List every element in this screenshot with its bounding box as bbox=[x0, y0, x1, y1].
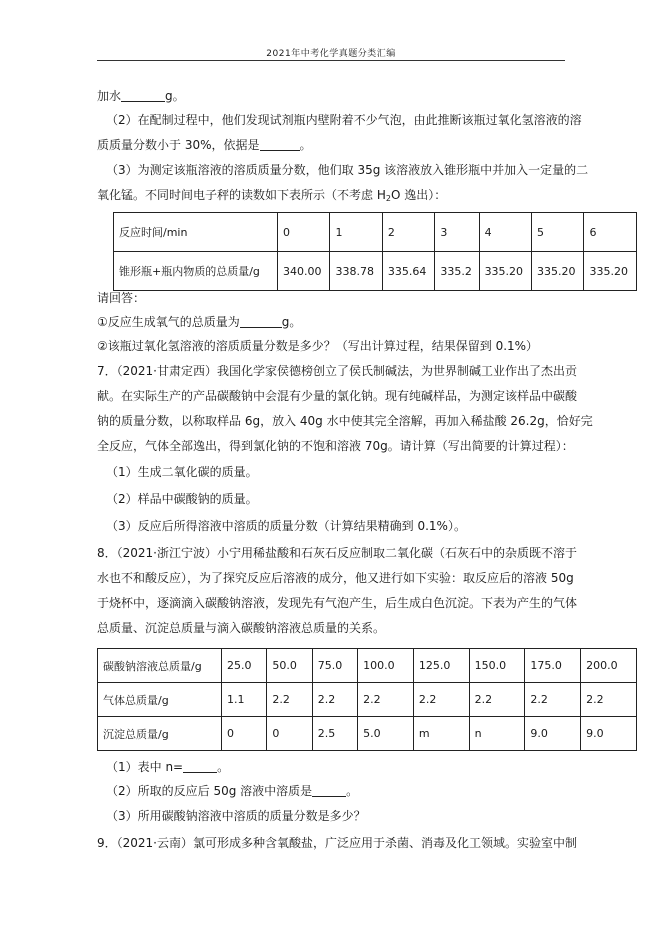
table-cell: 6 bbox=[584, 213, 637, 252]
table-cell: 50.0 bbox=[267, 649, 312, 683]
table-cell: 反应时间/min bbox=[114, 213, 278, 252]
answer-blank bbox=[260, 138, 300, 151]
text-line bbox=[97, 314, 301, 330]
text-fragment: 质质量分数小于 30%，依据是 bbox=[97, 138, 260, 152]
text-line: 8．（2021·浙江宁波）小宁用稀盐酸和石灰石反应制取二氧化碳（石灰石中的杂质既不溶于 bbox=[97, 546, 577, 560]
table-cell: 2.2 bbox=[267, 683, 312, 717]
table-cell: 2.2 bbox=[581, 683, 637, 717]
table-cell: 200.0 bbox=[581, 649, 637, 683]
table-cell: 335.20 bbox=[584, 252, 637, 291]
text-fragment: 。 bbox=[346, 784, 359, 798]
table-cell: n bbox=[469, 717, 525, 751]
text-line: 总质量、沉淀总质量与滴入碳酸钠溶液总质量的关系。 bbox=[97, 621, 386, 635]
table-cell: 335.20 bbox=[479, 252, 531, 291]
text-line: 献。在实际生产的产品碳酸钠中会混有少量的氯化钠。现有纯碱样品，为测定该样品中碳酸 bbox=[97, 389, 578, 403]
table-cell: 碳酸钠溶液总质量/g bbox=[98, 649, 222, 683]
table-cell: 100.0 bbox=[358, 649, 414, 683]
text-line bbox=[97, 88, 185, 104]
text-fragment: g。 bbox=[281, 315, 302, 329]
table-row bbox=[98, 683, 637, 717]
table-cell: 2.2 bbox=[469, 683, 525, 717]
table-cell: 沉淀总质量/g bbox=[98, 717, 222, 751]
text-line bbox=[97, 187, 446, 203]
table-cell: 5.0 bbox=[358, 717, 414, 751]
text-line: （3）反应后所得溶液中溶质的质量分数（计算结果精确到 0.1%）。 bbox=[106, 519, 466, 533]
text-fragment: 。 bbox=[217, 760, 230, 774]
text-line: 于烧杯中，逐滴滴入碳酸钠溶液，发现先有气泡产生，后生成白色沉淀。下表为产生的气体 bbox=[97, 596, 578, 610]
answer-blank bbox=[121, 89, 165, 102]
answer-blank bbox=[240, 315, 282, 328]
text-fragment: 加水 bbox=[97, 89, 122, 103]
text-line: （2）样品中碳酸钠的质量。 bbox=[106, 492, 258, 506]
table-cell: 175.0 bbox=[525, 649, 581, 683]
table-cell: 2.2 bbox=[312, 683, 357, 717]
mass-time-table bbox=[113, 212, 637, 291]
table-cell: 1.1 bbox=[222, 683, 267, 717]
table-row bbox=[98, 717, 637, 751]
table-cell: 25.0 bbox=[222, 649, 267, 683]
answer-blank bbox=[183, 760, 217, 773]
table-row bbox=[114, 213, 637, 252]
table-cell: 335.2 bbox=[435, 252, 479, 291]
text-line: ②该瓶过氧化氢溶液的溶质质量分数是多少？（写出计算过程，结果保留到 0.1%） bbox=[97, 339, 539, 353]
text-line: 钠的质量分数，以称取样品 6g，放入 40g 水中使其完全溶解，再加入稀盐酸 26.2g，恰好完 bbox=[97, 414, 593, 428]
table-cell: 75.0 bbox=[312, 649, 357, 683]
text-line: 全反应，气体全部逸出，得到氯化钠的不饱和溶液 70g。请计算（写出简要的计算过程）： bbox=[97, 439, 574, 453]
carbonate-titration-table bbox=[97, 648, 637, 751]
subscript: 2 bbox=[385, 194, 391, 203]
text-line bbox=[106, 759, 229, 775]
table-cell: m bbox=[413, 717, 469, 751]
table-row bbox=[114, 252, 637, 291]
text-line bbox=[97, 137, 312, 153]
table-cell: 5 bbox=[532, 213, 584, 252]
table-cell: 2.5 bbox=[312, 717, 357, 751]
text-line: （3）所用碳酸钠溶液中溶质的质量分数是多少？ bbox=[106, 809, 366, 823]
text-fragment: （1）表中 n= bbox=[106, 760, 184, 774]
text-line: （3）为测定该瓶溶液的溶质质量分数，他们取 35g 该溶液放入锥形瓶中并加入一定量的二 bbox=[106, 163, 589, 177]
text-fragment: ①反应生成氧气的总质量为 bbox=[97, 315, 240, 329]
table-cell: 9.0 bbox=[525, 717, 581, 751]
answer-blank bbox=[312, 784, 346, 797]
table-cell: 2.2 bbox=[358, 683, 414, 717]
table-cell: 335.20 bbox=[532, 252, 584, 291]
table-cell: 锥形瓶+瓶内物质的总质量/g bbox=[114, 252, 278, 291]
table-cell: 150.0 bbox=[469, 649, 525, 683]
text-line bbox=[106, 783, 358, 799]
table-cell: 气体总质量/g bbox=[98, 683, 222, 717]
text-line: （1）生成二氧化碳的质量。 bbox=[106, 465, 258, 479]
text-fragment: （2）所取的反应后 50g 溶液中溶质是 bbox=[106, 784, 313, 798]
text-fragment: g。 bbox=[165, 89, 185, 103]
header-divider bbox=[97, 60, 565, 61]
table-cell: 1 bbox=[330, 213, 382, 252]
table-cell: 335.64 bbox=[382, 252, 434, 291]
text-line: （2）在配制过程中，他们发现试剂瓶内壁附着不少气泡，由此推断该瓶过氧化氢溶液的溶 bbox=[106, 113, 582, 127]
page-header: 2021年中考化学真题分类汇编 bbox=[266, 49, 396, 59]
table-cell: 340.00 bbox=[278, 252, 330, 291]
table-cell: 0 bbox=[267, 717, 312, 751]
text-line: 9．（2021·云南）氯可形成多种含氧酸盐，广泛应用于杀菌、消毒及化工领域。实验室中制 bbox=[97, 836, 577, 850]
text-line: 7．（2021·甘肃定西）我国化学家侯德榜创立了侯氏制碱法，为世界制碱工业作出了杰出贡 bbox=[97, 364, 577, 378]
table-cell: 4 bbox=[479, 213, 531, 252]
table-cell: 0 bbox=[222, 717, 267, 751]
table-row bbox=[98, 649, 637, 683]
table-cell: 3 bbox=[435, 213, 479, 252]
table-cell: 2.2 bbox=[413, 683, 469, 717]
table-cell: 0 bbox=[278, 213, 330, 252]
text-fragment: 氧化锰。不同时间电子秤的读数如下表所示（不考虑 H bbox=[97, 188, 386, 202]
table-cell: 2.2 bbox=[525, 683, 581, 717]
text-fragment: 。 bbox=[299, 138, 312, 152]
text-line: 水也不和酸反应），为了探究反应后溶液的成分，他又进行如下实验：取反应后的溶液 50g bbox=[97, 571, 574, 585]
text-line: 请回答： bbox=[97, 291, 146, 305]
table-cell: 125.0 bbox=[413, 649, 469, 683]
table-cell: 2 bbox=[382, 213, 434, 252]
table-cell: 9.0 bbox=[581, 717, 637, 751]
table-cell: 338.78 bbox=[330, 252, 382, 291]
text-fragment: O 逸出）： bbox=[390, 188, 447, 202]
